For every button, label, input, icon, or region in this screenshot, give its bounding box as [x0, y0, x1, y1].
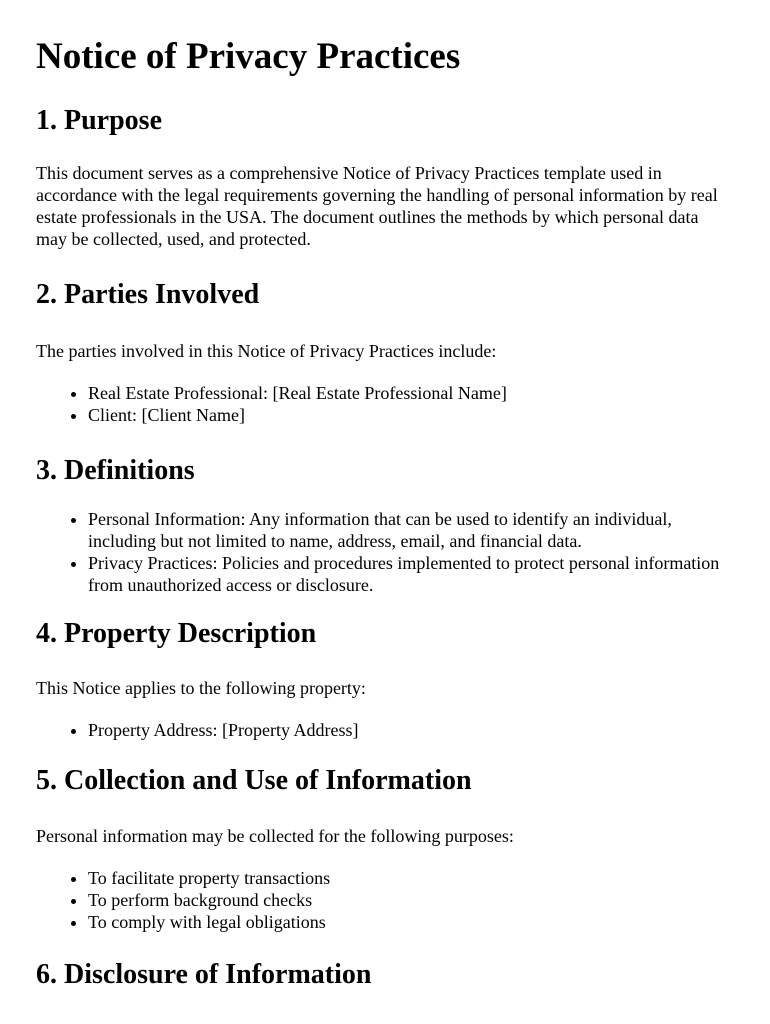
section-heading: 1. Purpose — [36, 105, 162, 136]
parties-list — [36, 382, 734, 426]
section-paragraph: This document serves as a comprehensive Notice of Privacy Practices template used in accordance with the legal requirements governing the handling of personal information by real estate professionals in the USA. The document outlines the methods by which personal data may be collected, used, and protected. — [36, 163, 718, 249]
list-item: • Real Estate Professional: [Real Estate Professional Name] — [88, 382, 734, 404]
section-paragraph: This Notice applies to the following property: — [36, 678, 366, 698]
section-disclosure — [36, 959, 734, 991]
section-definitions — [36, 455, 734, 596]
section-heading: 3. Definitions — [36, 455, 195, 486]
definitions-list — [36, 508, 734, 596]
list-item: • To comply with legal obligations — [88, 911, 734, 933]
section-heading: 5. Collection and Use of Information — [36, 765, 472, 796]
list-item: • Property Address: [Property Address] — [88, 719, 734, 741]
property-list — [36, 719, 734, 741]
section-collection-use — [36, 765, 734, 933]
section-purpose — [36, 105, 734, 250]
list-item: • Privacy Practices: Policies and procedures implemented to protect personal information from unauthorized access or disclosure. — [88, 552, 734, 596]
list-item: • Personal Information: Any information that can be used to identify an individual, including but not limited to name, address, email, and financial data. — [88, 508, 734, 552]
section-paragraph: The parties involved in this Notice of Privacy Practices include: — [36, 341, 497, 361]
section-paragraph: Personal information may be collected for the following purposes: — [36, 826, 514, 846]
list-item: • To facilitate property transactions — [88, 867, 734, 889]
purposes-list — [36, 867, 734, 933]
document-title: Notice of Privacy Practices — [36, 36, 461, 77]
section-heading: 6. Disclosure of Information — [36, 959, 372, 990]
section-heading: 4. Property Description — [36, 618, 317, 649]
section-property-description — [36, 618, 734, 741]
list-item: • Client: [Client Name] — [88, 404, 734, 426]
section-parties-involved — [36, 279, 734, 426]
list-item: • To perform background checks — [88, 889, 734, 911]
section-heading: 2. Parties Involved — [36, 279, 260, 310]
